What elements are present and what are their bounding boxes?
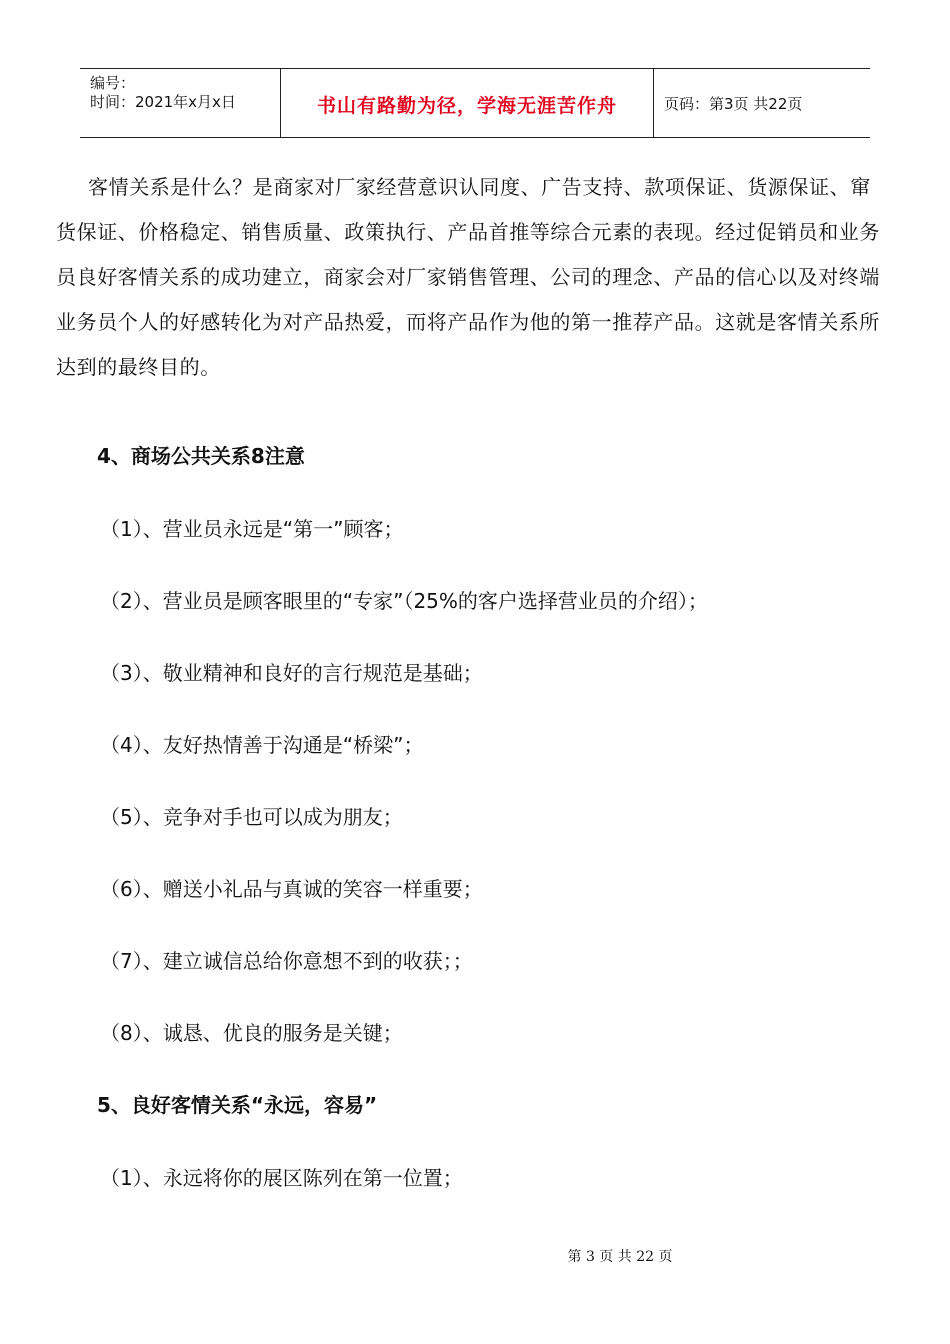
- header-left-cell: [80, 69, 281, 137]
- header-right-cell: [654, 69, 870, 137]
- section4-item: （8）、诚恳、优良的服务是关键；: [100, 1021, 403, 1045]
- header-page-info: 页码：第3页 共22页: [664, 95, 803, 113]
- section5-item: （1）、永远将你的展区陈列在第一位置；: [100, 1166, 463, 1190]
- serial-label: 编号：: [90, 74, 136, 92]
- intro-paragraph-block: [56, 165, 886, 390]
- section4-item: （1）、营业员永远是“第一”顾客；: [100, 517, 404, 541]
- section4-title: 4、商场公共关系8注意: [97, 444, 305, 468]
- page-footer: 第 3 页 共 22 页: [567, 1249, 673, 1265]
- section4-item: （7）、建立诚信总给你意想不到的收获；；: [100, 949, 473, 973]
- header-motto: 书山有路勤为径，学海无涯苦作舟: [316, 95, 617, 117]
- date-line: 时间：2021年x月x日: [90, 93, 236, 111]
- section4-item: （6）、赠送小礼品与真诚的笑容一样重要；: [100, 877, 483, 901]
- section4-item: （2）、营业员是顾客眼里的“专家”（25%的客户选择营业员的介绍）；: [100, 589, 708, 613]
- page-header: [80, 68, 870, 138]
- section4-item: （4）、友好热情善于沟通是“桥梁”；: [100, 733, 424, 757]
- section4-item: （3）、敬业精神和良好的言行规范是基础；: [100, 661, 483, 685]
- section5-title: 5、良好客情关系“永远，容易”: [97, 1093, 378, 1117]
- section4-item: （5）、竞争对手也可以成为朋友；: [100, 805, 403, 829]
- intro-paragraph: 客情关系是什么？是商家对厂家经营意识认同度、广告支持、款项保证、货源保证、窜货保证、价格稳定、销售质量、政策执行、产品首推等综合元素的表现。经过促销员和业务员良好客情关系的成功建立，商家会对厂家销售管理、公司的理念、产品的信心以及对终端业务员个人的好感转化为对产品热爱，而将产品作为他的第一推荐产品。这就是客情关系所达到的最终目的。: [56, 175, 880, 379]
- header-center-cell: [281, 69, 654, 137]
